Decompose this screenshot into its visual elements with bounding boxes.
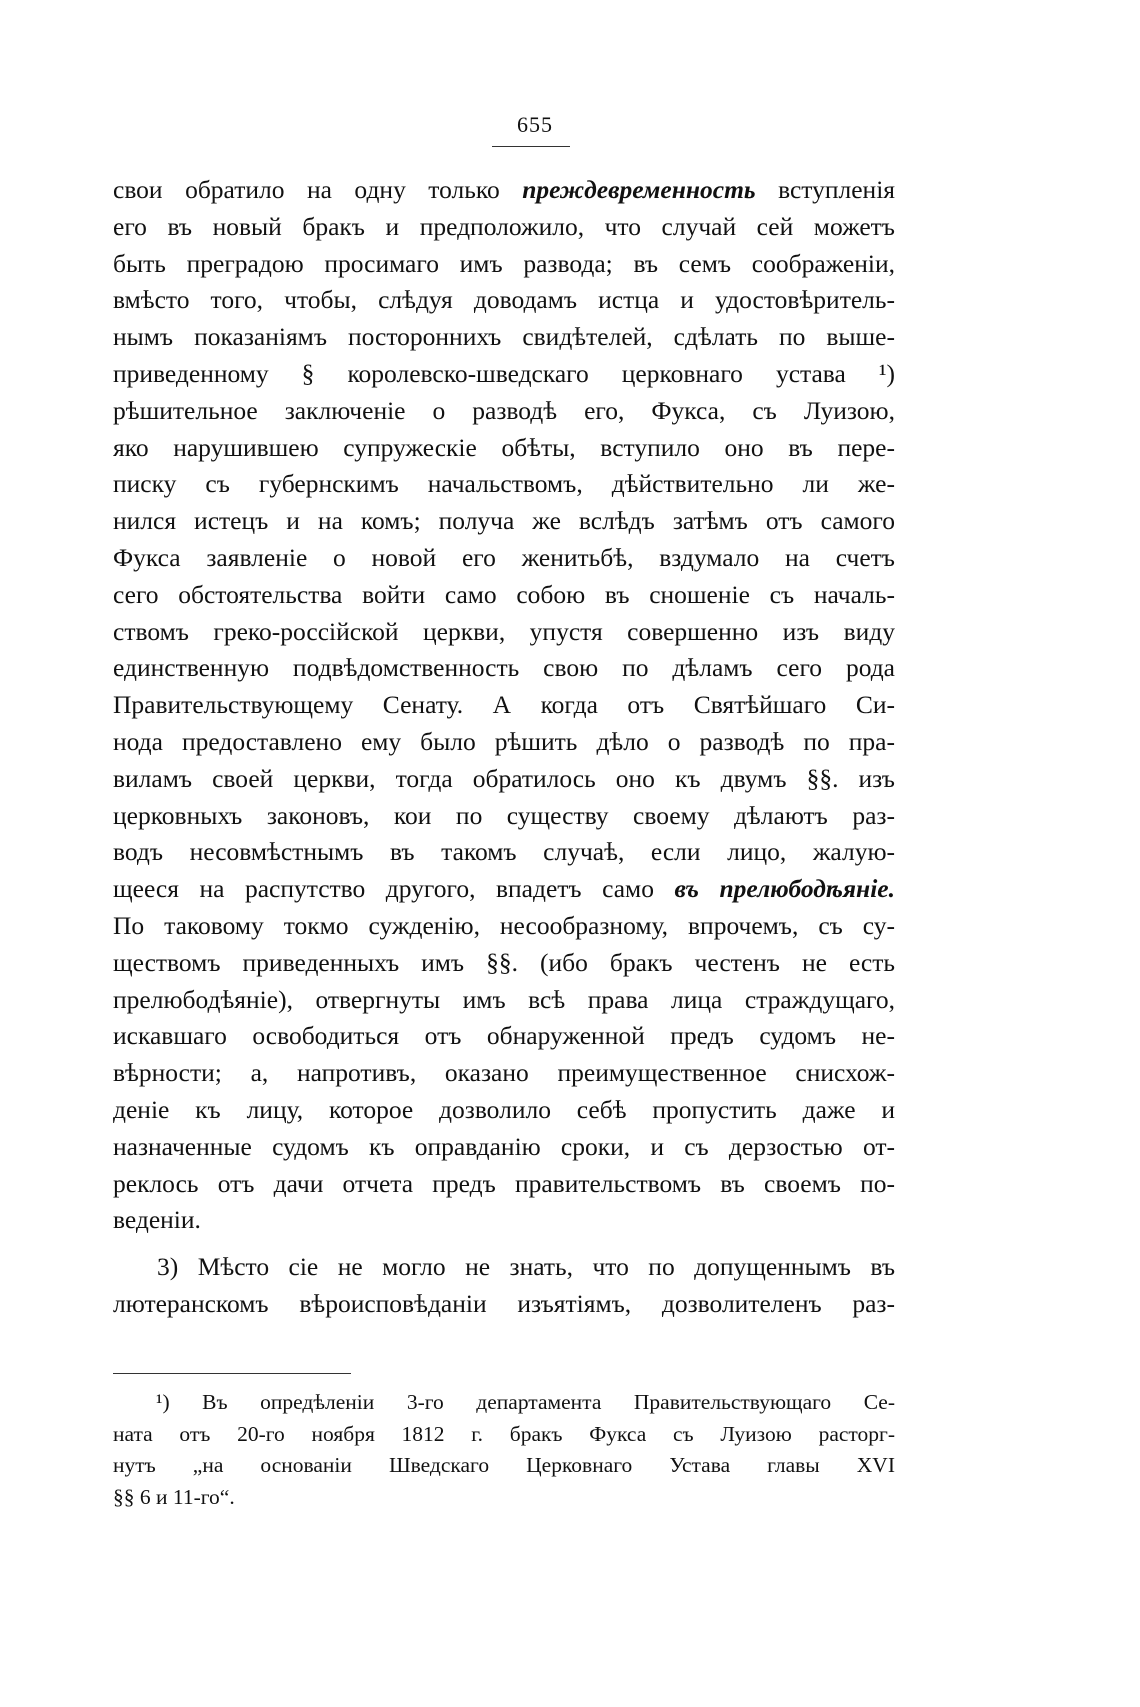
footnote — [113, 1387, 895, 1513]
text-line — [113, 871, 895, 908]
text-line: вѣрности; а, напротивъ, оказано преимущественное снисхож- — [113, 1058, 895, 1088]
text-line: веденіи. — [113, 1205, 201, 1235]
footnote-line: ната отъ 20-го ноября 1812 г. бракъ Фукса съ Луизою расторг- — [113, 1421, 895, 1446]
text-line: нода предоставлено ему было рѣшить дѣло о разводѣ по пра- — [113, 726, 895, 756]
text-run: щееся на распутство другого, впадетъ само — [113, 874, 675, 904]
text-line: реклось отъ дачи отчета предъ правительствомъ въ своемъ по- — [113, 1168, 895, 1198]
text-line: назначенные судомъ къ оправданію сроки, и съ дерзостью от- — [113, 1131, 895, 1161]
footnote-separator — [113, 1373, 351, 1374]
text-line: церковныхъ законовъ, кои по существу своему дѣлаютъ раз- — [113, 800, 895, 830]
footnote-line: нутъ „на основаніи Шведскаго Церковнаго Устава главы XVI — [113, 1453, 895, 1477]
text-line: нымъ показаніямъ постороннихъ свидѣтелей, сдѣлать по выше- — [113, 322, 895, 352]
emphasis-text: въ прелюбодѣяніе. — [674, 874, 895, 904]
text-line: яко нарушившею супружескіе обѣты, вступило оно въ пере- — [113, 432, 895, 462]
text-line: писку съ губернскимъ начальствомъ, дѣйствительно ли же- — [113, 469, 895, 499]
footnote-line: ¹) Въ опредѣленіи 3-го департамента Правительствующаго Се- — [156, 1390, 895, 1414]
text-line: рѣшительное заключеніе о разводѣ его, Фукса, съ Луизою, — [113, 395, 895, 425]
emphasis-text: преждевременность — [522, 175, 756, 204]
text-run: свои обратило на одну только — [113, 175, 523, 204]
text-line: приведенному § королевско-шведскаго церковнаго устава ¹) — [113, 358, 895, 388]
text-line: его въ новый бракъ и предположило, что случай сей можетъ — [113, 211, 895, 241]
text-line — [113, 172, 895, 209]
text-line: водъ несовмѣстнымъ въ такомъ случаѣ, если лицо, жалую- — [113, 837, 895, 867]
text-line: виламъ своей церкви, тогда обратилось оно къ двумъ §§. изъ — [113, 763, 895, 793]
text-line: лютеранскомъ вѣроисповѣданіи изъятіямъ, дозволителенъ раз- — [113, 1288, 895, 1318]
text-line: Фукса заявленіе о новой его женитьбѣ, вздумало на счетъ — [113, 542, 895, 572]
text-line: единственную подвѣдомственность свою по дѣламъ сего рода — [113, 653, 895, 683]
text-run: вступленія — [755, 175, 896, 204]
page-number: 655 — [517, 112, 553, 137]
paragraph-gap — [113, 1239, 895, 1249]
text-line: ствомъ греко-россійской церкви, упустя совершенно изъ виду — [113, 616, 895, 646]
text-line: деніе къ лицу, которое дозволило себѣ пропустить даже и — [113, 1094, 895, 1124]
page-number-rule — [492, 146, 570, 147]
text-line: сего обстоятельства войти само собою въ сношеніе съ началь- — [113, 579, 895, 609]
text-line: 3) Мѣсто сіе не могло не знать, что по допущеннымъ въ — [157, 1252, 895, 1282]
text-line: ществомъ приведенныхъ имъ §§. (ибо бракъ честенъ не есть — [113, 947, 895, 977]
footnote-line: §§ 6 и 11-го“. — [113, 1484, 235, 1509]
text-line: искавшаго освободиться отъ обнаруженной предъ судомъ не- — [113, 1021, 895, 1051]
body-text — [113, 172, 895, 1323]
text-line: прелюбодѣяніе), отвергнуты имъ всѣ права лица страждущаго, — [113, 984, 895, 1014]
text-line: вмѣсто того, чтобы, слѣдуя доводамъ истца и удостовѣритель- — [113, 285, 895, 315]
text-line: По таковому токмо сужденію, несообразному, впрочемъ, съ су- — [113, 910, 895, 940]
text-line: Правительствующему Сенату. А когда отъ Святѣйшаго Си- — [113, 690, 895, 720]
text-line: быть преградою просимаго имъ развода; въ семъ соображеніи, — [113, 248, 895, 278]
text-line: нился истецъ и на комъ; получа же вслѣдъ затѣмъ отъ самого — [113, 506, 895, 536]
